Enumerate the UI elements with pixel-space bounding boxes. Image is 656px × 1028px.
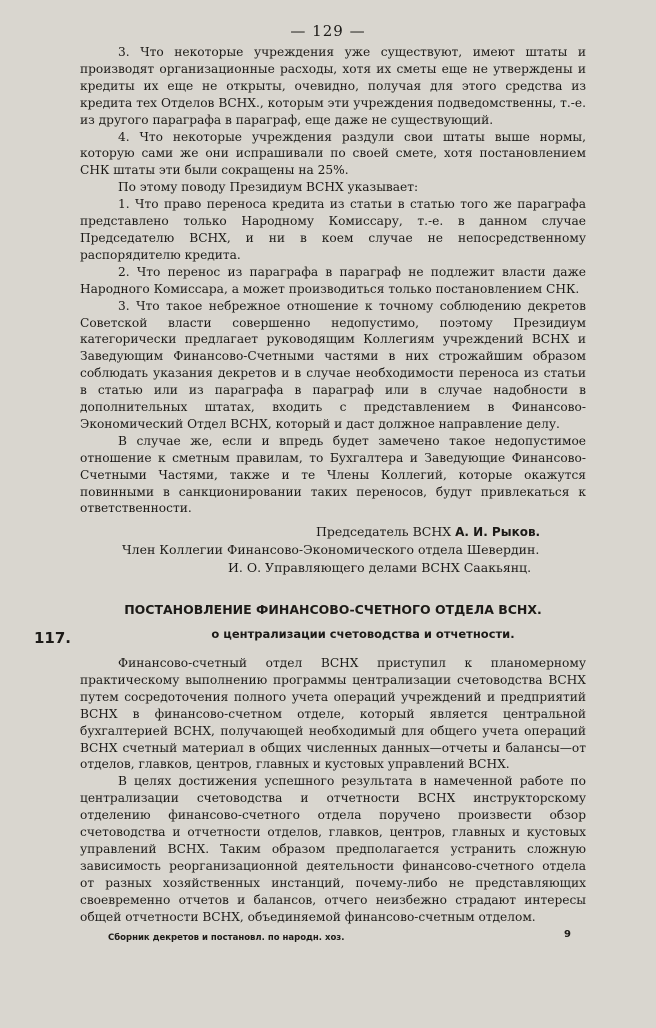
page-number: — 129 — (290, 22, 366, 40)
paragraph: 1. Что право переноса кредита из статьи в статью того же параграфа представлено только Народному Комиссару, т.-е. в данном случае Председателю ВСНХ, и ни в коем случае не непосредственному распорядителю кредита. (80, 197, 586, 262)
sheet-mark: 9 (564, 929, 571, 940)
signature-chairman: Председатель ВСНХ А. И. Рыков. (316, 524, 541, 539)
signature-office-manager: И. О. Управляющего делами ВСНХ Саакьянц. (228, 560, 532, 575)
bottom-text-block (80, 655, 586, 926)
document-number: 117. (34, 629, 72, 647)
decree-title: ПОСТАНОВЛЕНИЕ ФИНАНСОВО-СЧЕТНОГО ОТДЕЛА ВСНХ. (124, 602, 542, 617)
paragraph: 3. Что некоторые учреждения уже существуют, имеют штаты и производят организационные расходы, хотя их сметы еще не утверждены и кредиты их еще не открыты, очевидно, получая для этого средства из кредита тех Отделов ВСНХ., которым эти учреждения подведомственны, т.-е. из другого параграфа в параграф, еще даже не существующий. (80, 45, 586, 127)
top-text-block (80, 44, 586, 517)
paragraph: 4. Что некоторые учреждения раздули свои штаты выше нормы, которую сами же они испрашивали по своей смете, хотя постановлением СНК штаты эти были сокращены на 25%. (80, 129, 586, 178)
paragraph: В случае же, если и впредь будет замечено такое недопустимое отношение к сметным правилам, то Бухгалтера и Заведующие Финансово-Счетными Частями, также и те Члены Коллегий, которые окажутся повинными в санкционировании таких переносов, будут привлекаться к ответственности. (80, 433, 586, 516)
paragraph: По этому поводу Президиум ВСНХ указывает: (118, 180, 419, 195)
paragraph: Финансово-счетный отдел ВСНХ приступил к планомерному практическому выполнению программы централизации счетоводства ВСНХ путем сосредоточения полного учета операций учреждений и предприятий ВСНХ в финансово-счетном отделе, который является центральной бухгалтерией ВСНХ, получающей необходимый для общего учета операций ВСНХ счетный материал в общих численных данных—отчеты и балансы—от отделов, главков, центров, главных и кустовых управлений ВСНХ. (80, 656, 586, 772)
footer-source: Сборник декретов и постановл. по народн. хоз. (108, 933, 345, 943)
paragraph: В целях достижения успешного результата в намеченной работе по централизации счетоводства и отчетности ВСНХ инструкторскому отделению финансово-счетного отдела поручено произвести обзор счетоводства и отчетности отделов, главков, центров, главных и кустовых управлений ВСНХ. Таким образом предполагается устранить сложную зависимость реорганизационной деятельности финансово-счетного отдела от разных хозяйственных инстанций, почему-либо не представляющих своевременно отчетов и балансов, отчего неизбежно страдают интересы общей отчетности ВСНХ, объединяемой финансово-счетным отделом. (80, 774, 586, 924)
signature-board-member: Член Коллегии Финансово-Экономического отдела Шевердин. (122, 542, 540, 557)
decree-subtitle: о централизации счетоводства и отчетности. (211, 627, 515, 641)
paragraph: 2. Что перенос из параграфа в параграф не подлежит власти даже Народного Комиссара, а может производиться только постановлением СНК. (80, 264, 586, 296)
paragraph: 3. Что такое небрежное отношение к точному соблюдению декретов Советской власти совершенно недопустимо, поэтому Президиум категорически предлагает руководящим Коллегиям учреждений ВСНХ и Заведующим Финансово-Счетными частями в них строжайшим образом соблюдать указания декретов и в случае необходимости переноса из статьи в статью или из параграфа в параграф или в случае надобности в дополнительных штатах, входить с представлением в Финансово-Экономический Отдел ВСНХ, который и даст должное направление делу. (80, 298, 586, 431)
